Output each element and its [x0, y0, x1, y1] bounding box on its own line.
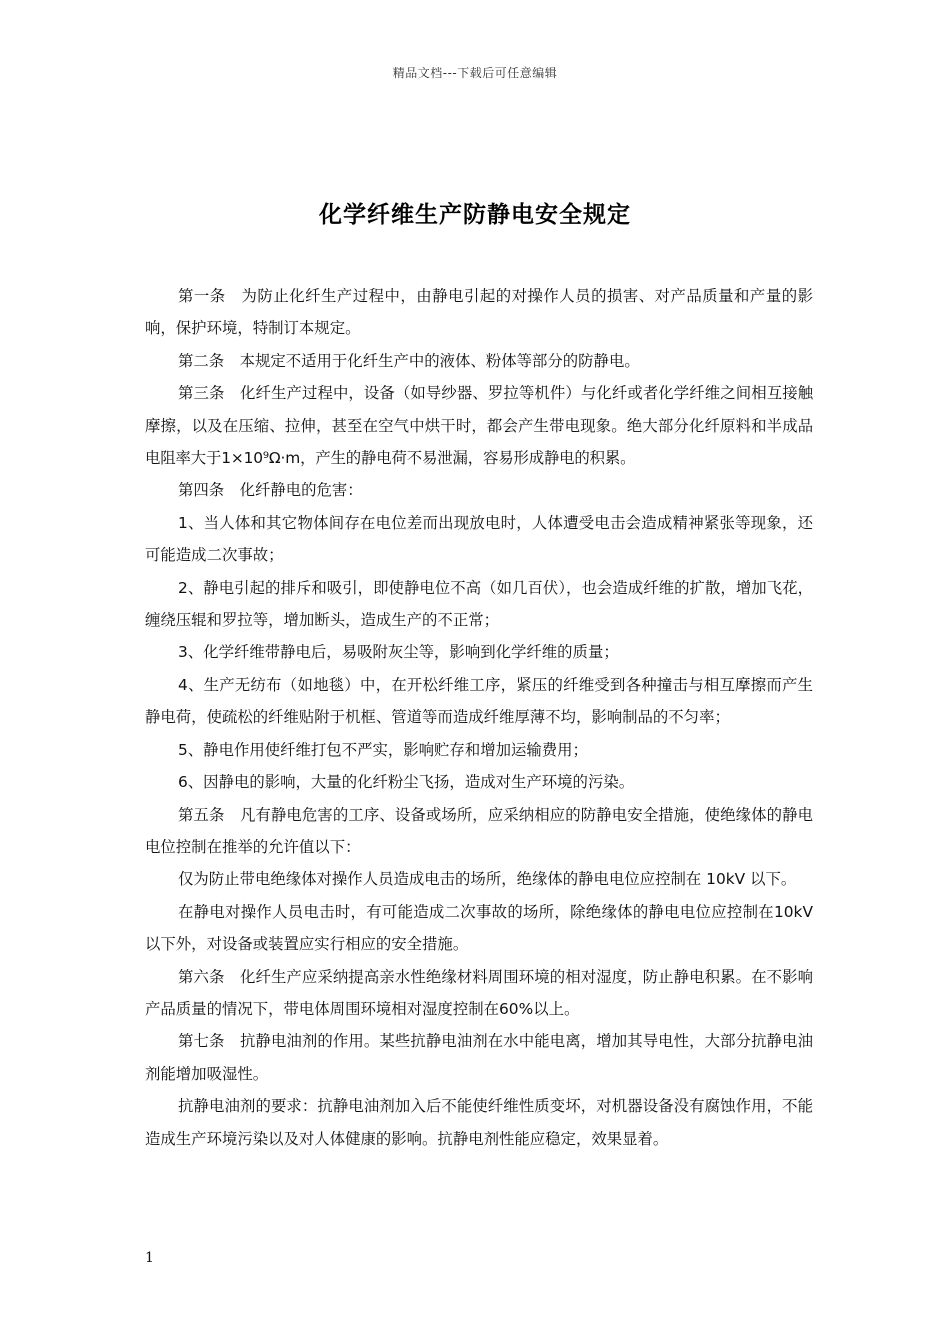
document-title: 化学纤维生产防静电安全规定	[319, 202, 631, 228]
list-item-hazard-5: 5、静电作用使纤维打包不严实，影响贮存和增加运输费用；	[178, 740, 588, 759]
paragraph-article-6: 第六条 化纤生产应采纳提高亲水性绝缘材料周围环境的相对湿度，防止静电积累。在不影响产品质量的情况下，带电体周围环境相对湿度控制在60%以上。	[145, 967, 813, 1018]
paragraph-article-2: 第二条 本规定不适用于化纤生产中的液体、粉体等部分的防静电。	[178, 351, 640, 370]
paragraph-article-7: 第七条 抗静电油剂的作用。某些抗静电油剂在水中能电离，增加其导电性，大部分抗静电油剂能增加吸湿性。	[145, 1032, 813, 1083]
list-item-hazard-6: 6、因静电的影响，大量的化纤粉尘飞扬，造成对生产环境的污染。	[178, 773, 635, 792]
page-header: 精品文档---下载后可任意编辑	[392, 66, 558, 80]
paragraph-article-1: 第一条 为防止化纤生产过程中，由静电引起的对操作人员的损害、对产品质量和产量的影响，保护环境，特制订本规定。	[145, 287, 813, 338]
paragraph-article-5-clause-1: 仅为防止带电绝缘体对操作人员造成电击的场所，绝缘体的静电电位应控制在 10kV 以下。	[178, 870, 797, 889]
list-item-hazard-2: 2、静电引起的排斥和吸引，即使静电位不高（如几百伏），也会造成纤维的扩散，增加飞花，缠绕压辊和罗拉等，增加断头，造成生产的不正常；	[145, 578, 813, 630]
paragraph-article-5: 第五条 凡有静电危害的工序、设备或场所，应采纳相应的防静电安全措施，使绝缘体的静电电位控制在推举的允许值以下：	[145, 805, 813, 856]
paragraph-article-4: 第四条 化纤静电的危害：	[178, 481, 363, 500]
page-number: 1	[145, 1250, 154, 1266]
paragraph-article-7-requirements: 抗静电油剂的要求：抗静电油剂加入后不能使纤维性质变坏，对机器设备没有腐蚀作用，不能造成生产环境污染以及对人体健康的影响。抗静电剂性能应稳定，效果显着。	[145, 1097, 813, 1148]
document-body	[145, 280, 813, 1155]
list-item-hazard-1: 1、当人体和其它物体间存在电位差而出现放电时，人体遭受电击会造成精神紧张等现象，还可能造成二次事故；	[145, 513, 813, 565]
list-item-hazard-3: 3、化学纤维带静电后，易吸附灰尘等，影响到化学纤维的质量；	[178, 643, 619, 662]
list-item-hazard-4: 4、生产无纺布（如地毯）中，在开松纤维工序，紧压的纤维受到各种撞击与相互摩擦而产生静电荷，使疏松的纤维贴附于机框、管道等而造成纤维厚薄不均，影响制品的不匀率；	[145, 675, 813, 727]
paragraph-article-5-clause-2: 在静电对操作人员电击时，有可能造成二次事故的场所，除绝缘体的静电电位应控制在10kV以下外，对设备或装置应实行相应的安全措施。	[145, 902, 813, 954]
paragraph-article-3: 第三条 化纤生产过程中，设备（如导纱器、罗拉等机件）与化纤或者化学纤维之间相互接触摩擦，以及在压缩、拉伸，甚至在空气中烘干时，都会产生带电现象。绝大部分化纤原料和半成品电阻率大于1×10⁹Ω·m，产生的静电荷不易泄漏，容易形成静电的积累。	[145, 384, 813, 468]
